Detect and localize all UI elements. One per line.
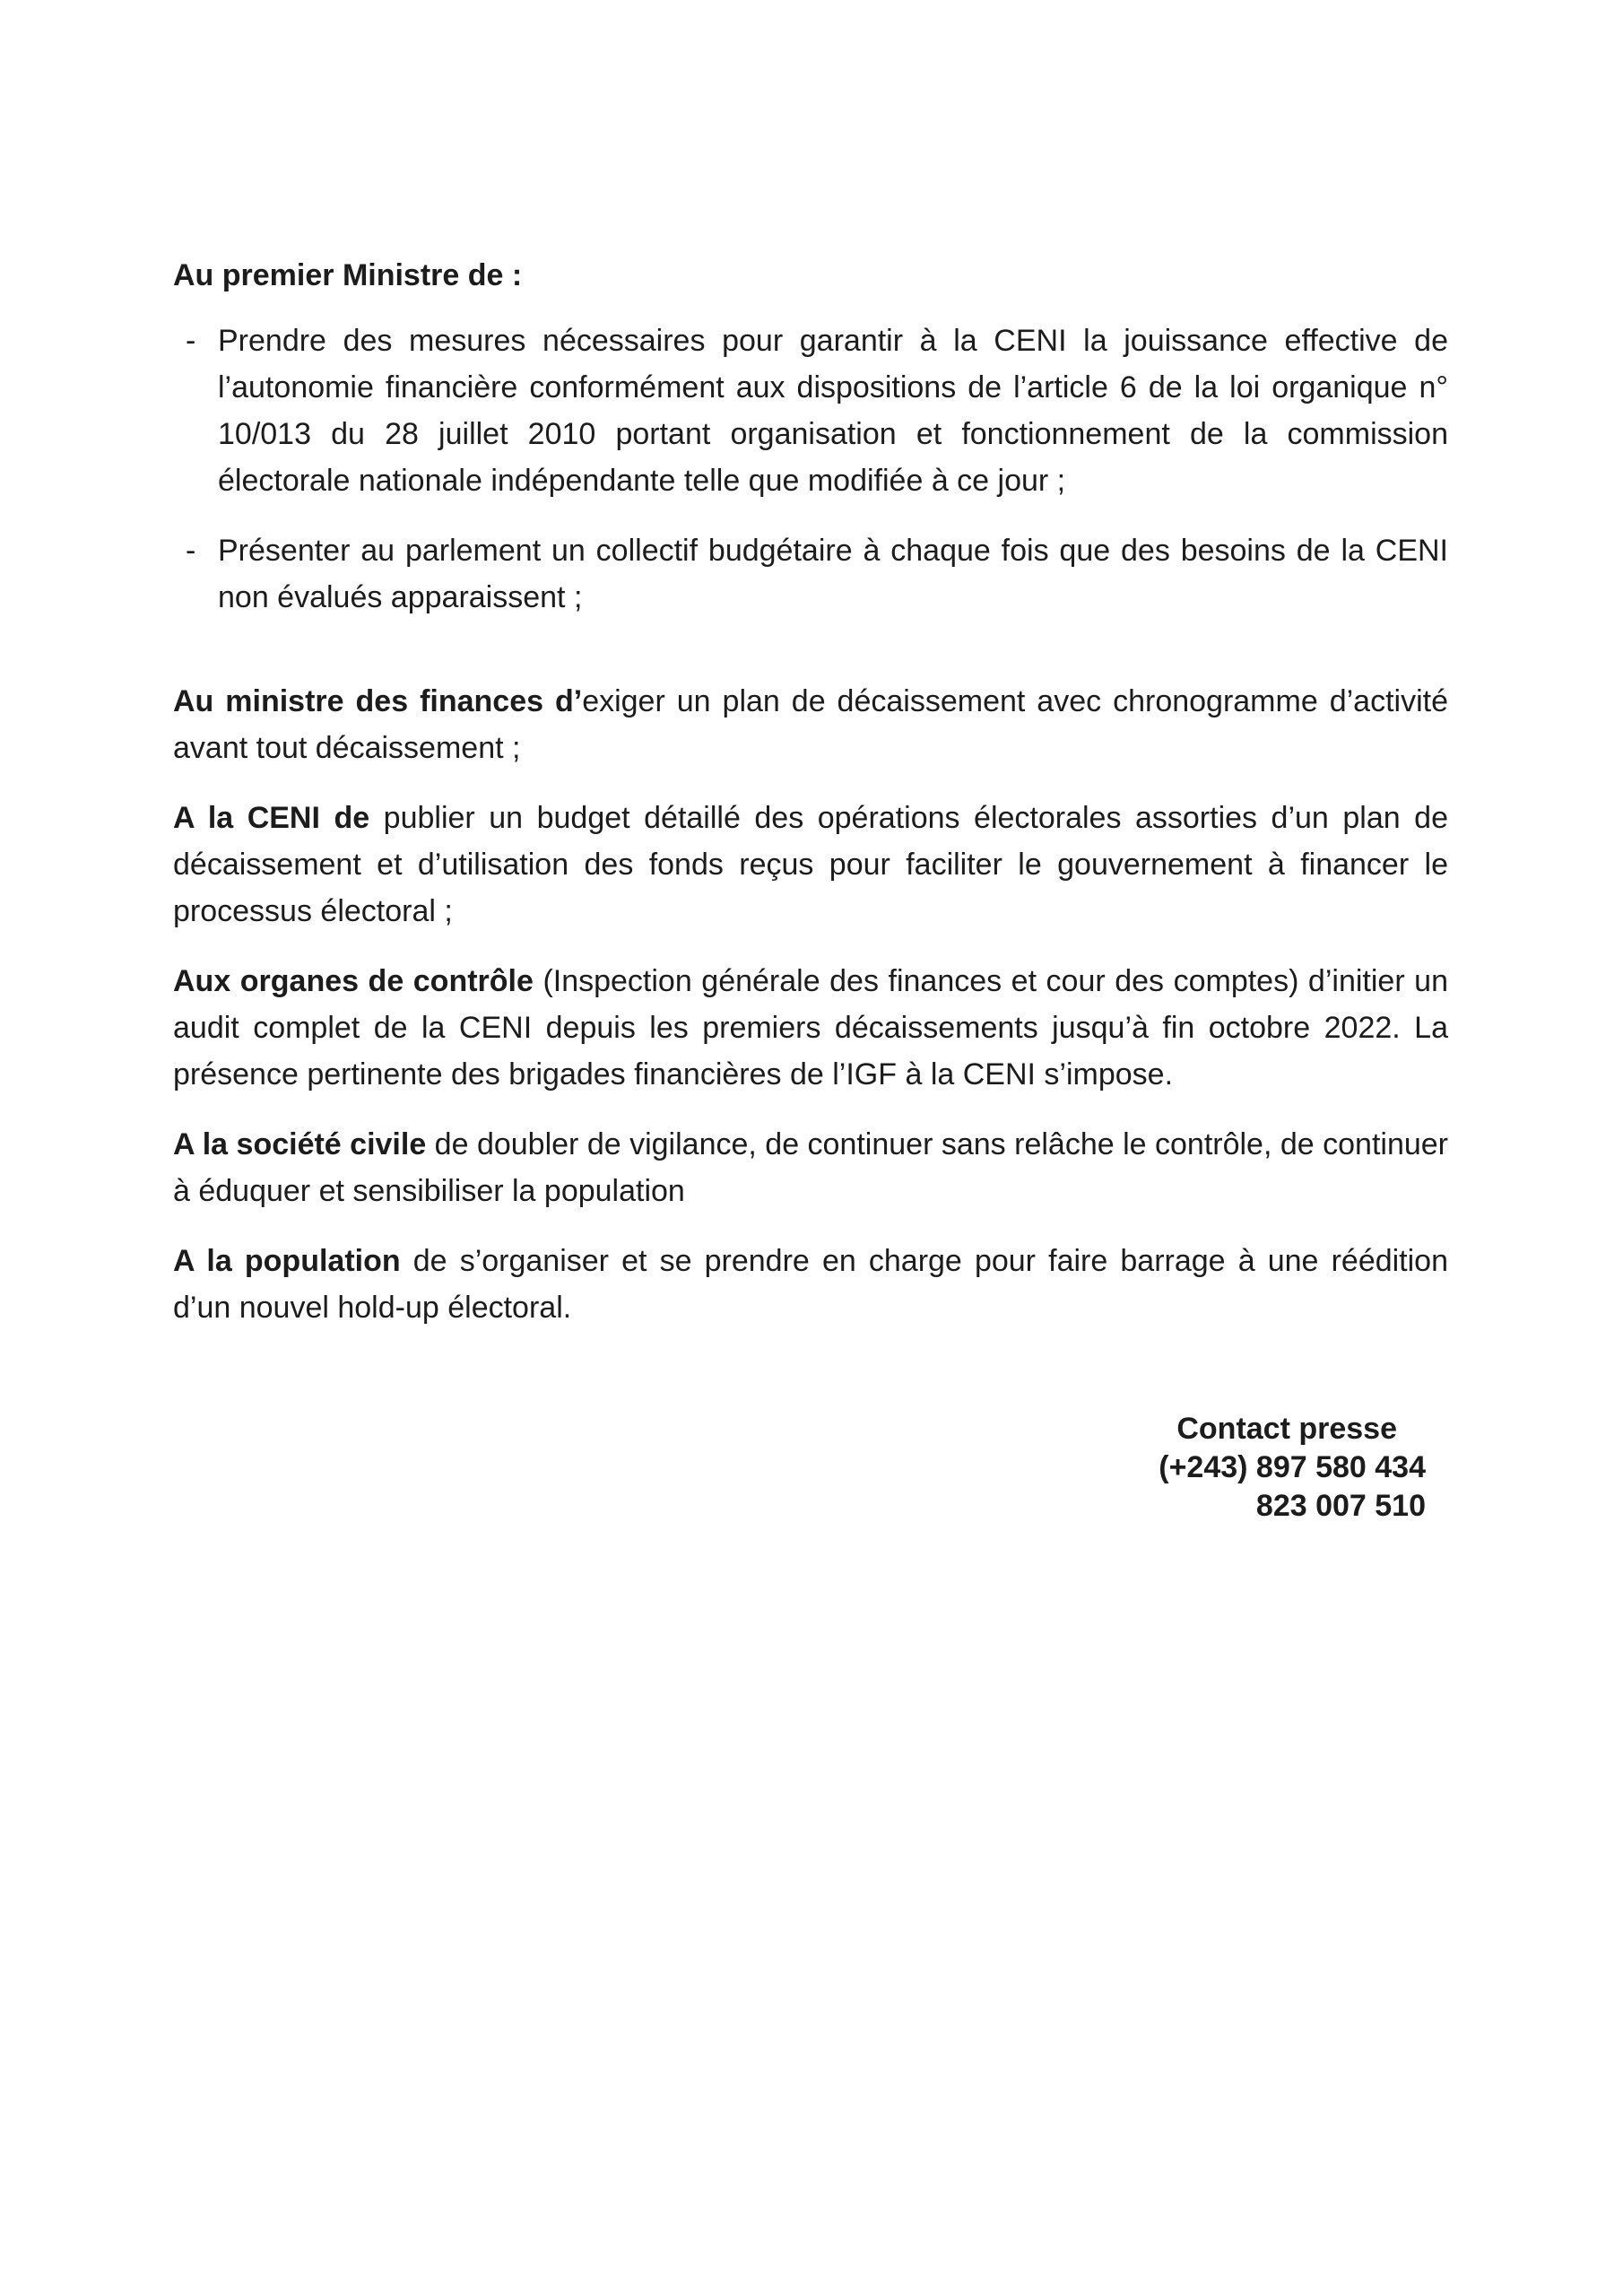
paragraph xyxy=(173,678,1448,771)
paragraph-body: publier un budget détaillé des opérations électorales assorties d’un plan de décaissement et d’utilisation des fonds reçus pour faciliter le gouvernement à financer le processus électoral ; xyxy=(173,801,1448,928)
bullet-text: Présenter au parlement un collectif budgétaire à chaque fois que des besoins de la CENI non évalués apparaissent ; xyxy=(218,534,1448,614)
paragraph-lead: A la CENI de xyxy=(173,801,370,835)
list-item xyxy=(173,527,1448,621)
paragraph-lead: A la population xyxy=(173,1244,401,1278)
paragraph-lead: Aux organes de contrôle xyxy=(173,964,534,998)
contact-phone-primary: (+243) 897 580 434 xyxy=(1159,1450,1426,1484)
contact-press-title: Contact presse xyxy=(1176,1412,1397,1446)
paragraph-body: de s’organiser et se prendre en charge pour faire barrage à une réédition d’un nouvel hold-up électoral. xyxy=(173,1244,1449,1325)
contact-phone-secondary: 823 007 510 xyxy=(1255,1489,1426,1523)
paragraph xyxy=(173,958,1448,1098)
bullet-dash-marker: - xyxy=(186,534,196,568)
document-content xyxy=(173,252,1448,1526)
bullet-dash-marker: - xyxy=(186,324,196,358)
bullet-text: Prendre des mesures nécessaires pour garantir à la CENI la jouissance effective de l’autonomie financière conformément aux dispositions de l’article 6 de la loi organique n° 10/013 du 28 juillet 2010 portant organisation et fonctionnement de la commission électorale nationale indépendante telle que modifiée à ce jour ; xyxy=(218,324,1448,498)
paragraph-body: de doubler de vigilance, de continuer sans relâche le contrôle, de continuer à éduquer et sensibiliser la population xyxy=(173,1127,1448,1208)
paragraph xyxy=(173,1121,1448,1214)
paragraph-lead: Au ministre des finances d’ xyxy=(173,684,583,718)
paragraph-body: (Inspection générale des finances et cour des comptes) d’initier un audit complet de la CENI depuis les premiers décaissements jusqu’à fin octobre 2022. La présence pertinente des brigades financières de l’IGF à la CENI s’impose. xyxy=(173,964,1448,1091)
paragraph xyxy=(173,795,1448,935)
list-item xyxy=(173,317,1448,504)
contact-press-block xyxy=(173,1410,1448,1526)
section-heading: Au premier Ministre de : xyxy=(173,258,523,292)
paragraph-body: exiger un plan de décaissement avec chronogramme d’activité avant tout décaissement ; xyxy=(173,684,1448,765)
paragraph-lead: A la société civile xyxy=(173,1127,427,1161)
paragraph xyxy=(173,1238,1448,1331)
